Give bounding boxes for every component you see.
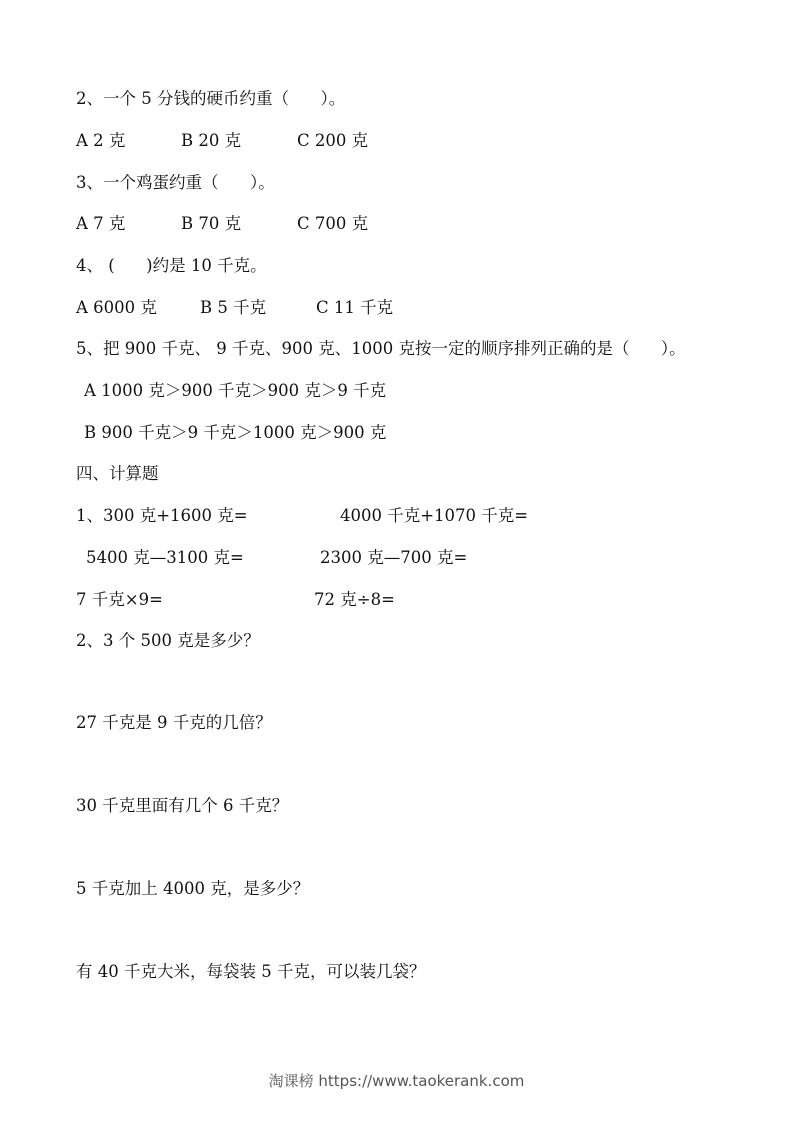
calc-item: 2300 克—700 克= [320,548,468,567]
q5-text: 5、把 900 千克、 9 千克、900 克、1000 克按一定的顺序排列正确的是（ ）。 [76,339,686,358]
footer-watermark: 淘课榜 https://www.taokerank.com [268,1072,525,1090]
q3-option-c: C 700 克 [297,214,369,233]
q5-option-a: A 1000 克＞900 千克＞900 克＞9 千克 [84,381,387,400]
q3-option-a: A 7 克 [76,214,126,233]
q3-text: 3、一个鸡蛋约重（ ）。 [76,173,275,192]
word-problem: 27 千克是 9 千克的几倍？ [76,713,272,732]
q2-option-a: A 2 克 [76,131,126,150]
section-heading: 四、计算题 [76,464,159,483]
calc-item: 5400 克—3100 克= [86,548,244,567]
calc-item: 1、300 克+1600 克= [76,506,248,525]
word-problem: 30 千克里面有几个 6 千克？ [76,796,289,815]
q4-text: 4、 ( )约是 10 千克。 [76,256,267,275]
calc-item: 4000 千克+1070 千克= [340,506,529,525]
q2-text: 2、一个 5 分钱的硬币约重（ ）。 [76,89,346,108]
q4-option-c: C 11 千克 [316,298,394,317]
q4-option-b: B 5 千克 [200,298,267,317]
q4-option-a: A 6000 克 [76,298,157,317]
word-problem: 2、3 个 500 克是多少？ [76,631,260,650]
q2-option-c: C 200 克 [297,131,369,150]
word-problem: 有 40 千克大米，每袋装 5 千克，可以装几袋？ [76,962,426,981]
calc-item: 7 千克×9= [76,590,163,609]
q5-option-b: B 900 千克＞9 千克＞1000 克＞900 克 [84,423,387,442]
calc-item: 72 克÷8= [314,590,395,609]
word-problem: 5 千克加上 4000 克，是多少？ [76,879,310,898]
q3-option-b: B 70 克 [181,214,242,233]
q2-option-b: B 20 克 [181,131,242,150]
